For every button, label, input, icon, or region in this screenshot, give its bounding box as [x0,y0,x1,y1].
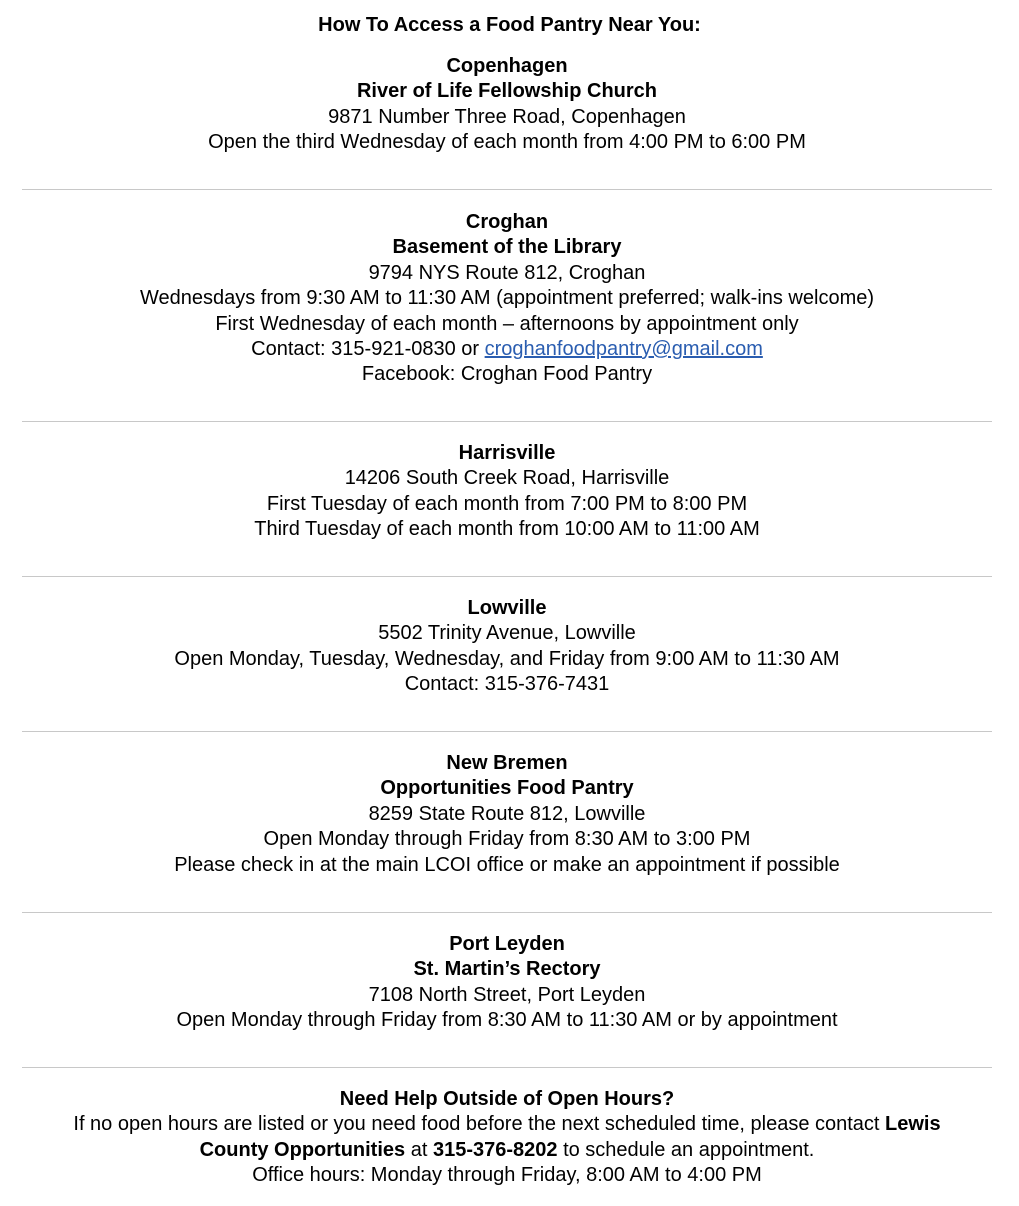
town-name: Harrisville [458,442,556,464]
venue-name: Basement of the Library [392,236,622,259]
hours-line: Open Monday through Friday from 8:30 AM to 3:00 PM [263,828,751,851]
pantry-croghan [22,210,992,388]
pantry-new-bremen [22,751,992,878]
address: 8259 State Route 812, Lowville [368,802,646,825]
address: 5502 Trinity Avenue, Lowville [378,622,636,645]
pantry-lowville [22,596,992,698]
town-name: New Bremen [446,752,568,774]
contact-line [22,337,992,362]
venue-name: River of Life Fellowship Church [356,80,658,103]
help-text: to schedule an appointment. [557,1138,815,1161]
town-name: Copenhagen [446,55,568,77]
pantry-harrisville [22,441,992,543]
hours-line: Wednesdays from 9:30 AM to 11:30 AM (appointment preferred; walk-ins welcome) [139,287,875,310]
town-name: Croghan [465,211,549,233]
section-divider [22,421,992,422]
venue-name: Opportunities Food Pantry [380,777,634,800]
hours-line: Open Monday through Friday from 8:30 AM to 11:30 AM or by appointment [176,1009,838,1032]
address: 9871 Number Three Road, Copenhagen [328,105,686,128]
section-divider [22,912,992,913]
help-phone: 315-376-8202 [432,1138,558,1161]
email-link[interactable]: croghanfoodpantry@gmail.com [484,338,763,361]
section-divider [22,1067,992,1068]
org-name: Lewis [885,1113,941,1136]
town-name: Port Leyden [449,933,565,955]
section-divider [22,189,992,190]
section-divider [22,731,992,732]
hours-line: Third Tuesday of each month from 10:00 AM to 11:00 AM [254,518,760,541]
help-heading: Need Help Outside of Open Hours? [339,1088,675,1110]
help-section [18,1087,996,1189]
pantry-copenhagen [22,54,992,156]
hours-line: First Wednesday of each month – afternoons by appointment only [215,312,799,335]
help-text-line-2 [18,1138,996,1163]
venue-name: St. Martin’s Rectory [413,958,601,981]
pantry-port-leyden [22,932,992,1034]
help-text: If no open hours are listed or you need food before the next scheduled time, please contact [73,1113,886,1136]
help-text-line-1 [18,1112,996,1137]
facebook-line: Facebook: Croghan Food Pantry [361,363,653,386]
town-name: Lowville [467,597,547,619]
office-hours: Office hours: Monday through Friday, 8:00 AM to 4:00 PM [252,1164,762,1187]
address: 9794 NYS Route 812, Croghan [368,261,646,284]
hours-line: Open the third Wednesday of each month from 4:00 PM to 6:00 PM [208,131,806,154]
help-text: at [405,1138,433,1161]
hours-line: First Tuesday of each month from 7:00 PM to 8:00 PM [266,492,748,515]
hours-line: Open Monday, Tuesday, Wednesday, and Friday from 9:00 AM to 11:30 AM [174,647,840,670]
address: 14206 South Creek Road, Harrisville [344,467,670,490]
section-divider [22,576,992,577]
contact-line: Contact: 315-376-7431 [404,673,610,696]
page-title: How To Access a Food Pantry Near You: [318,14,701,36]
address: 7108 North Street, Port Leyden [368,983,646,1006]
contact-phone: Contact: 315-921-0830 or [251,338,485,361]
org-name: County Opportunities [199,1138,406,1161]
hours-line: Please check in at the main LCOI office or make an appointment if possible [174,853,840,876]
